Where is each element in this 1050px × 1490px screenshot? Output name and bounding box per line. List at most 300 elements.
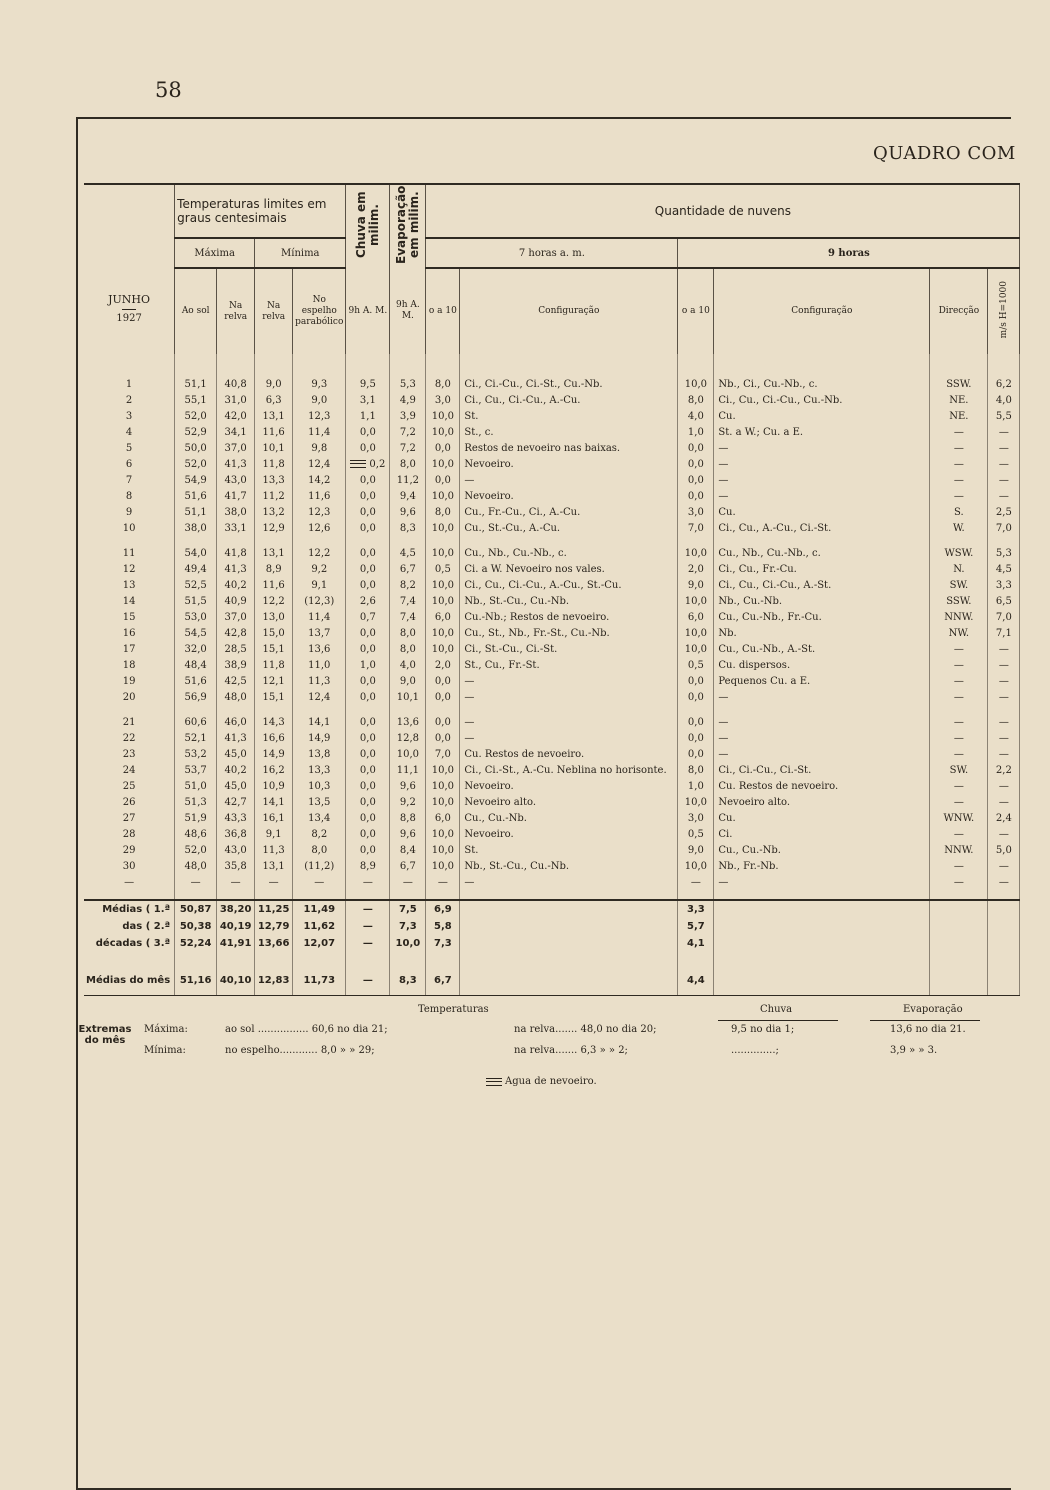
nuvens-9h-cell: 6,0 xyxy=(678,609,714,625)
table-row xyxy=(84,794,1020,810)
gap-cell xyxy=(217,705,255,714)
extremes-chuva-title: Chuva xyxy=(760,1004,793,1015)
month-average-label: Médias do mês xyxy=(84,972,175,989)
evaporacao-cell: 8,0 xyxy=(390,456,426,472)
na-relva-max-cell: — xyxy=(217,874,255,890)
no-espelho-cell: 8,0 xyxy=(293,842,346,858)
gap-cell xyxy=(460,705,678,714)
chuva-label: Chuva em milim. xyxy=(353,191,381,259)
spacer-cell xyxy=(930,890,988,900)
no-espelho-cell: — xyxy=(293,874,346,890)
config-7h-cell: — xyxy=(460,689,678,705)
na-relva-max-cell: 42,8 xyxy=(217,625,255,641)
na-relva-max-cell: 40,8 xyxy=(217,376,255,392)
nuvens-7h-cell: 10,0 xyxy=(426,593,460,609)
no-espelho-cell: 14,1 xyxy=(293,714,346,730)
direccao-cell: SSW. xyxy=(930,376,988,392)
na-relva-min-cell: 6,3 xyxy=(255,392,293,408)
spacer-cell xyxy=(217,989,255,996)
na-relva-min-cell: 16,1 xyxy=(255,810,293,826)
direccao-cell: — xyxy=(930,472,988,488)
nuvens-7h-cell: 10,0 xyxy=(426,424,460,440)
no-espelho-cell: 9,0 xyxy=(293,392,346,408)
h7-header: 7 horas a. m. xyxy=(426,238,678,268)
gap-cell xyxy=(293,536,346,545)
config-7h-cell: Ci., Ci.-Cu., Ci.-St., Cu.-Nb. xyxy=(460,376,678,392)
table-row xyxy=(84,641,1020,657)
config-7h-cell: Cu., Nb., Cu.-Nb., c. xyxy=(460,545,678,561)
na-relva-min-cell: 12,1 xyxy=(255,673,293,689)
spacer-cell xyxy=(84,952,175,972)
na-relva-max-cell: 40,2 xyxy=(217,762,255,778)
na-relva-min-cell: 11,8 xyxy=(255,456,293,472)
direccao-cell: — xyxy=(930,730,988,746)
na-relva-min-cell: 13,3 xyxy=(255,472,293,488)
no-espelho-cell: 10,3 xyxy=(293,778,346,794)
chuva-cell: 0,0 xyxy=(346,842,390,858)
config-7h-cell: Nevoeiro. xyxy=(460,826,678,842)
spacer-row xyxy=(84,890,1020,900)
config-9h-cell: Cu. xyxy=(714,408,930,424)
no-espelho-cell: 14,9 xyxy=(293,730,346,746)
no-espelho-cell: 13,6 xyxy=(293,641,346,657)
average-cell: — xyxy=(346,900,390,918)
evaporacao-cell: 8,2 xyxy=(390,577,426,593)
day-cell: 3 xyxy=(84,408,175,424)
average-cell: 13,66 xyxy=(255,935,293,952)
nuvens-7h-cell: 10,0 xyxy=(426,545,460,561)
day-cell: 15 xyxy=(84,609,175,625)
temp-group-header: Temperaturas limites em graus centesimais xyxy=(175,184,346,238)
velocidade-cell: 3,3 xyxy=(988,577,1020,593)
extremes-min-chuva: ..............; xyxy=(731,1045,779,1056)
ao-sol-cell: 52,0 xyxy=(175,456,217,472)
extremes-max-relva: na relva....... 48,0 no dia 20; xyxy=(514,1024,657,1035)
average-empty-cell xyxy=(714,935,930,952)
extremes-temp-title: Temperaturas xyxy=(418,1004,489,1015)
config-9h-cell: Nevoeiro alto. xyxy=(714,794,930,810)
no-espelho-cell: 11,4 xyxy=(293,424,346,440)
config-7h-cell: St., c. xyxy=(460,424,678,440)
evaporacao-cell: 4,9 xyxy=(390,392,426,408)
average-cell: 10,0 xyxy=(390,935,426,952)
config-7h-cell: Nevoeiro alto. xyxy=(460,794,678,810)
na-relva-max-cell: 48,0 xyxy=(217,689,255,705)
nuvens-9h-cell: 10,0 xyxy=(678,545,714,561)
ao-sol-cell: 48,0 xyxy=(175,858,217,874)
velocidade-cell: — xyxy=(988,657,1020,673)
config-7h-cell: Ci., Ci.-St., A.-Cu. Neblina no horisonte. xyxy=(460,762,678,778)
nuvens-9h-cell: 3,0 xyxy=(678,810,714,826)
ao-sol-cell: 53,0 xyxy=(175,609,217,625)
na-relva-max-cell: 33,1 xyxy=(217,520,255,536)
gap-cell xyxy=(988,705,1020,714)
gap-cell xyxy=(84,705,175,714)
gap-cell xyxy=(175,705,217,714)
na-relva-max-cell: 28,5 xyxy=(217,641,255,657)
day-cell: 22 xyxy=(84,730,175,746)
day-cell: 24 xyxy=(84,762,175,778)
nuvens-9h-cell: 10,0 xyxy=(678,376,714,392)
evap-header xyxy=(390,184,426,268)
extremes-rule-chuva xyxy=(718,1020,838,1021)
config-9h-cell: Nb., Ci., Cu.-Nb., c. xyxy=(714,376,930,392)
na-relva-min-header: Na relva xyxy=(255,268,293,354)
spacer-cell xyxy=(426,890,460,900)
month-average-cell: — xyxy=(346,972,390,989)
nuvens-9h-cell: 0,5 xyxy=(678,826,714,842)
frame-top xyxy=(76,117,1011,119)
spacer-cell xyxy=(293,354,346,376)
velocidade-cell: — xyxy=(988,641,1020,657)
day-cell: 4 xyxy=(84,424,175,440)
fog-legend xyxy=(486,1076,597,1087)
nuvens-7h-cell: 0,5 xyxy=(426,561,460,577)
page-number: 58 xyxy=(155,78,182,102)
nuvens-9h-cell: 0,0 xyxy=(678,746,714,762)
average-empty-cell xyxy=(930,900,988,918)
spacer-cell xyxy=(84,890,175,900)
average-empty-cell xyxy=(714,918,930,935)
average-cell: 52,24 xyxy=(175,935,217,952)
na-relva-min-cell: 14,1 xyxy=(255,794,293,810)
config-7h-cell: Nevoeiro. xyxy=(460,488,678,504)
gap-cell xyxy=(426,536,460,545)
velocidade-cell: — xyxy=(988,714,1020,730)
average-cell: 41,91 xyxy=(217,935,255,952)
chuva-cell: 0,0 xyxy=(346,472,390,488)
spacer-cell xyxy=(346,890,390,900)
config-9h-cell: St. a W.; Cu. a E. xyxy=(714,424,930,440)
decade-average-row xyxy=(84,935,1020,952)
ao-sol-cell: 51,9 xyxy=(175,810,217,826)
direccao-cell: — xyxy=(930,657,988,673)
month-label: JUNHO xyxy=(108,293,151,306)
direccao-cell: — xyxy=(930,778,988,794)
gap-cell xyxy=(175,536,217,545)
day-cell: 12 xyxy=(84,561,175,577)
chuva-cell: 0,0 xyxy=(346,545,390,561)
nuvens-9h-cell: 2,0 xyxy=(678,561,714,577)
gap-cell xyxy=(217,536,255,545)
config-7h-cell: Restos de nevoeiro nas baixas. xyxy=(460,440,678,456)
table-row xyxy=(84,424,1020,440)
spacer-cell xyxy=(714,952,930,972)
velocidade-cell: 2,5 xyxy=(988,504,1020,520)
direccao-cell: — xyxy=(930,874,988,890)
month-average-cell: 11,73 xyxy=(293,972,346,989)
config-9h-cell: — xyxy=(714,472,930,488)
no-espelho-cell: 12,3 xyxy=(293,504,346,520)
average-cell: 7,5 xyxy=(390,900,426,918)
config-7h-cell: St., Cu., Fr.-St. xyxy=(460,657,678,673)
na-relva-max-cell: 42,7 xyxy=(217,794,255,810)
nuvens-7h-cell: 0,0 xyxy=(426,673,460,689)
average-cell: 3,3 xyxy=(678,900,714,918)
average-cell: 12,79 xyxy=(255,918,293,935)
velocidade-cell: 7,1 xyxy=(988,625,1020,641)
month-average-empty-cell xyxy=(714,972,930,989)
config-7h-cell: — xyxy=(460,874,678,890)
extremes-max-label: Máxima: xyxy=(144,1024,188,1035)
config-7h-cell: Cu., St., Nb., Fr.-St., Cu.-Nb. xyxy=(460,625,678,641)
chuva-cell: 0,0 xyxy=(346,778,390,794)
no-espelho-cell: 13,3 xyxy=(293,762,346,778)
spacer-cell xyxy=(714,354,930,376)
direccao-cell: NNW. xyxy=(930,609,988,625)
velocidade-cell: 6,2 xyxy=(988,376,1020,392)
na-relva-min-cell: 11,6 xyxy=(255,424,293,440)
month-average-cell: 12,83 xyxy=(255,972,293,989)
nuvens-9h-cell: 0,5 xyxy=(678,657,714,673)
config-7h-cell: St. xyxy=(460,842,678,858)
day-cell: 18 xyxy=(84,657,175,673)
gap-cell xyxy=(930,705,988,714)
spacer-row xyxy=(84,952,1020,972)
velocidade-cell: — xyxy=(988,472,1020,488)
day-cell: 9 xyxy=(84,504,175,520)
spacer-cell xyxy=(84,354,175,376)
spacer-row xyxy=(84,989,1020,996)
direccao-cell: W. xyxy=(930,520,988,536)
direccao-cell: — xyxy=(930,826,988,842)
direccao-cell: — xyxy=(930,746,988,762)
evaporacao-cell: 3,9 xyxy=(390,408,426,424)
config-7h-cell: — xyxy=(460,714,678,730)
average-empty-cell xyxy=(988,935,1020,952)
config-7h-cell: Ci., Cu., Ci.-Cu., A.-Cu., St.-Cu. xyxy=(460,577,678,593)
evaporacao-cell: 7,4 xyxy=(390,593,426,609)
config-9h-cell: Cu. xyxy=(714,504,930,520)
na-relva-max-cell: 45,0 xyxy=(217,778,255,794)
na-relva-min-cell: 15,0 xyxy=(255,625,293,641)
nuvens-7h-cell: 10,0 xyxy=(426,762,460,778)
evaporacao-cell: 11,2 xyxy=(390,472,426,488)
gap-cell xyxy=(255,705,293,714)
nuvens-7h-cell: 10,0 xyxy=(426,858,460,874)
day-cell: 5 xyxy=(84,440,175,456)
velocidade-cell: — xyxy=(988,689,1020,705)
na-relva-min-cell: — xyxy=(255,874,293,890)
fog-water-icon xyxy=(486,1078,502,1086)
ao-sol-cell: 56,9 xyxy=(175,689,217,705)
evaporacao-cell: 9,6 xyxy=(390,778,426,794)
nuvens-7h-cell: 6,0 xyxy=(426,810,460,826)
evaporacao-cell: 9,6 xyxy=(390,826,426,842)
na-relva-max-cell: 46,0 xyxy=(217,714,255,730)
velocidade-cell: — xyxy=(988,794,1020,810)
spacer-cell xyxy=(714,989,930,996)
table-row xyxy=(84,609,1020,625)
table-row xyxy=(84,504,1020,520)
extremes-max-sol: ao sol ................ 60,6 no dia 21; xyxy=(225,1024,388,1035)
config-9h-cell: Ci., Cu., A.-Cu., Ci.-St. xyxy=(714,520,930,536)
average-cell: 7,3 xyxy=(426,935,460,952)
na-relva-min-cell: 13,1 xyxy=(255,408,293,424)
nuvens-7h-cell: 10,0 xyxy=(426,577,460,593)
evaporacao-cell: 4,0 xyxy=(390,657,426,673)
evaporacao-cell: 10,0 xyxy=(390,746,426,762)
spacer-cell xyxy=(988,354,1020,376)
table-row xyxy=(84,874,1020,890)
average-empty-cell xyxy=(930,935,988,952)
evaporacao-cell: 12,8 xyxy=(390,730,426,746)
na-relva-min-cell: 13,1 xyxy=(255,545,293,561)
direccao-cell: — xyxy=(930,858,988,874)
velocidade-cell: — xyxy=(988,874,1020,890)
nuvens-7h-cell: 10,0 xyxy=(426,488,460,504)
na-relva-max-cell: 42,5 xyxy=(217,673,255,689)
direccao-header: Direcção xyxy=(930,268,988,354)
evaporacao-cell: 7,2 xyxy=(390,424,426,440)
spacer-cell xyxy=(217,952,255,972)
direccao-cell: NE. xyxy=(930,408,988,424)
velocidade-cell: 7,0 xyxy=(988,609,1020,625)
evaporacao-cell: 8,0 xyxy=(390,641,426,657)
spacer-cell xyxy=(255,890,293,900)
chuva-cell: 2,6 xyxy=(346,593,390,609)
table-body xyxy=(84,354,1020,996)
day-cell: 7 xyxy=(84,472,175,488)
chuva-cell: 0,0 xyxy=(346,625,390,641)
nuvens-7h-cell: 8,0 xyxy=(426,504,460,520)
direccao-cell: NE. xyxy=(930,392,988,408)
nuvens-9h-cell: 0,0 xyxy=(678,488,714,504)
config-7h-cell: Nb., St.-Cu., Cu.-Nb. xyxy=(460,593,678,609)
table-row xyxy=(84,488,1020,504)
ao-sol-cell: 51,5 xyxy=(175,593,217,609)
nuvens-7h-cell: 10,0 xyxy=(426,778,460,794)
day-cell: 19 xyxy=(84,673,175,689)
month-average-cell: 8,3 xyxy=(390,972,426,989)
na-relva-max-cell: 43,3 xyxy=(217,810,255,826)
config-9h-cell: Nb., Fr.-Nb. xyxy=(714,858,930,874)
average-cell: 12,07 xyxy=(293,935,346,952)
day-cell: 21 xyxy=(84,714,175,730)
config-7h-cell: Cu., Cu.-Nb. xyxy=(460,810,678,826)
gap-cell xyxy=(390,705,426,714)
na-relva-max-cell: 41,3 xyxy=(217,730,255,746)
na-relva-min-cell: 9,0 xyxy=(255,376,293,392)
direccao-cell: — xyxy=(930,689,988,705)
spacer-cell xyxy=(293,890,346,900)
gap-cell xyxy=(426,705,460,714)
na-relva-min-cell: 15,1 xyxy=(255,641,293,657)
evap-label: Evaporação em milim. xyxy=(393,185,421,265)
velocidade-cell: 4,5 xyxy=(988,561,1020,577)
evaporacao-cell: 8,4 xyxy=(390,842,426,858)
chuva-cell: 0,0 xyxy=(346,762,390,778)
chuva-cell: 0,0 xyxy=(346,577,390,593)
ao-sol-cell: 55,1 xyxy=(175,392,217,408)
no-espelho-cell: (11,2) xyxy=(293,858,346,874)
ao-sol-cell: 51,0 xyxy=(175,778,217,794)
chuva-cell: 0,0 xyxy=(346,689,390,705)
na-relva-max-cell: 35,8 xyxy=(217,858,255,874)
evaporacao-cell: 9,2 xyxy=(390,794,426,810)
average-empty-cell xyxy=(460,935,678,952)
month-average-empty-cell xyxy=(988,972,1020,989)
na-relva-min-cell: 10,1 xyxy=(255,440,293,456)
na-relva-max-cell: 38,0 xyxy=(217,504,255,520)
table-row xyxy=(84,520,1020,536)
no-espelho-cell: 13,7 xyxy=(293,625,346,641)
config-9h-cell: — xyxy=(714,714,930,730)
average-empty-cell xyxy=(460,900,678,918)
evaporacao-cell: 5,3 xyxy=(390,376,426,392)
evap-hour-header: 9h A. M. xyxy=(390,268,426,354)
ao-sol-cell: 38,0 xyxy=(175,520,217,536)
chuva-cell: 0,0 xyxy=(346,714,390,730)
na-relva-max-cell: 43,0 xyxy=(217,472,255,488)
no-espelho-cell: 13,4 xyxy=(293,810,346,826)
na-relva-max-cell: 40,2 xyxy=(217,577,255,593)
average-cell: 5,8 xyxy=(426,918,460,935)
gap-cell xyxy=(460,536,678,545)
spacer-cell xyxy=(678,952,714,972)
na-relva-min-cell: 11,6 xyxy=(255,577,293,593)
spacer-cell xyxy=(460,952,678,972)
gap-cell xyxy=(346,536,390,545)
day-cell: 29 xyxy=(84,842,175,858)
spacer-cell xyxy=(988,989,1020,996)
nuvens-9h-cell: 3,0 xyxy=(678,504,714,520)
nuvens-9h-cell: 10,0 xyxy=(678,641,714,657)
no-espelho-cell: 9,8 xyxy=(293,440,346,456)
velocidade-cell: 7,0 xyxy=(988,520,1020,536)
spacer-cell xyxy=(930,989,988,996)
na-relva-max-cell: 38,9 xyxy=(217,657,255,673)
nuvens-9h-cell: 0,0 xyxy=(678,440,714,456)
velocidade-cell: 6,5 xyxy=(988,593,1020,609)
chuva-cell: 0,0 xyxy=(346,520,390,536)
average-empty-cell xyxy=(930,918,988,935)
velocidade-cell: — xyxy=(988,746,1020,762)
year-label: 1927 xyxy=(116,313,142,324)
na-relva-max-cell: 31,0 xyxy=(217,392,255,408)
chuva-cell: — xyxy=(346,874,390,890)
nuvens-9h-cell: 8,0 xyxy=(678,392,714,408)
average-cell: 50,87 xyxy=(175,900,217,918)
config-7h-cell: Cu., Fr.-Cu., Ci., A.-Cu. xyxy=(460,504,678,520)
nuvens-7h-cell: 0,0 xyxy=(426,730,460,746)
chuva-header xyxy=(346,184,390,268)
table-row xyxy=(84,625,1020,641)
table-row xyxy=(84,858,1020,874)
config-9h-cell: Cu., Cu.-Nb., A.-St. xyxy=(714,641,930,657)
average-cell: 4,1 xyxy=(678,935,714,952)
decade-average-row xyxy=(84,918,1020,935)
average-cell: 7,3 xyxy=(390,918,426,935)
extremes-label: Extremas do mês xyxy=(78,1024,132,1046)
na-relva-min-cell: 14,9 xyxy=(255,746,293,762)
ao-sol-cell: 52,0 xyxy=(175,842,217,858)
extremes-evap-title: Evaporação xyxy=(903,1004,963,1015)
direccao-cell: WSW. xyxy=(930,545,988,561)
direccao-cell: — xyxy=(930,641,988,657)
config-9h-cell: — xyxy=(714,874,930,890)
ao-sol-cell: 48,6 xyxy=(175,826,217,842)
no-espelho-cell: 11,6 xyxy=(293,488,346,504)
chuva-cell: 0,0 xyxy=(346,488,390,504)
spacer-row xyxy=(84,354,1020,376)
chuva-cell: 0,0 xyxy=(346,746,390,762)
ao-sol-header: Ao sol xyxy=(175,268,217,354)
maxima-header: Máxima xyxy=(175,238,255,268)
nuvens-9h-cell: 9,0 xyxy=(678,577,714,593)
average-cell: 11,62 xyxy=(293,918,346,935)
gap-cell xyxy=(988,536,1020,545)
